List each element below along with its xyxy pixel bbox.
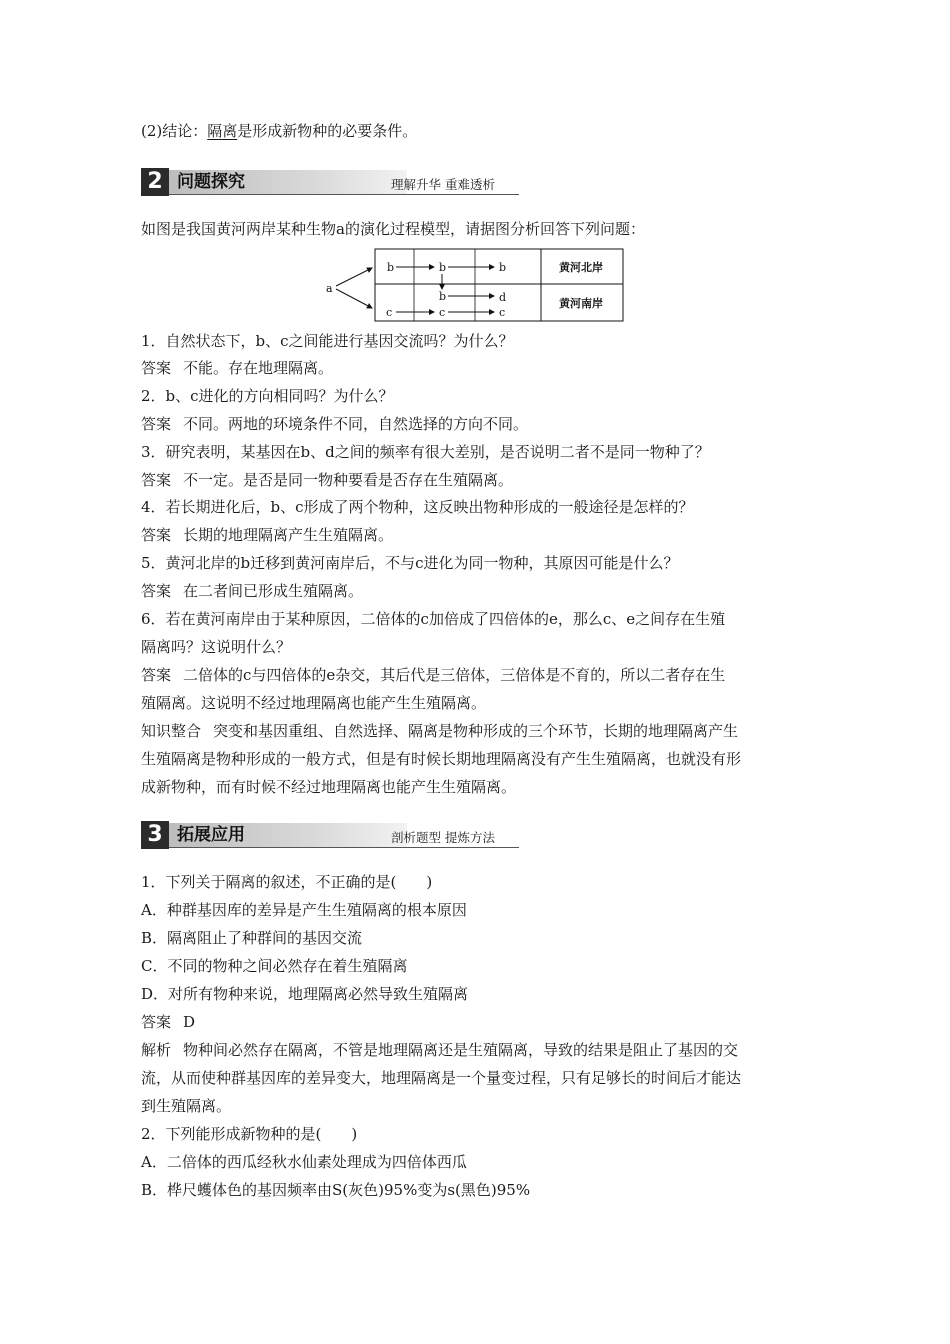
- evolution-model-svg: [322, 246, 628, 324]
- answer-label: 答案: [141, 582, 172, 600]
- north-bank-label: 黄河北岸: [559, 261, 603, 274]
- answer-text: 不同。两地的环境条件不同，自然选择的方向不同。: [183, 415, 529, 433]
- north-node-2: b: [439, 261, 447, 274]
- question-4: 4．若长期进化后，b、c形成了两个物种，这反映出物种形成的一般途径是怎样的？: [141, 498, 694, 516]
- summary-line-1: [141, 721, 738, 741]
- section-rule: [169, 194, 519, 195]
- south-bank-label: 黄河南岸: [559, 297, 603, 310]
- branch-arrow-south: [336, 289, 372, 308]
- analysis-label: 解析: [141, 1041, 172, 1059]
- conclusion-underlined-term: 隔离: [207, 122, 238, 140]
- answer-6-line-1: [141, 665, 725, 685]
- exercise-1-option-b: B．隔离阻止了种群间的基因交流: [141, 929, 363, 947]
- answer-5: [141, 581, 363, 601]
- exercise-1-question: 1．下列关于隔离的叙述，不正确的是( ): [141, 873, 433, 891]
- conclusion-line: [141, 121, 417, 141]
- exercise-2-option-a: A．二倍体的西瓜经秋水仙素处理成为四倍体西瓜: [141, 1153, 467, 1171]
- answer-label: 答案: [141, 359, 172, 377]
- section-number-badge: 2: [141, 168, 169, 196]
- answer-2: [141, 414, 528, 434]
- evolution-model-diagram: [322, 246, 628, 324]
- south-lower-node-2: c: [439, 306, 446, 319]
- answer-label: 答案: [141, 415, 172, 433]
- exercise-1-analysis-line-1: [141, 1040, 738, 1060]
- section-rule: [169, 847, 519, 848]
- question-2: 2．b、c进化的方向相同吗？为什么？: [141, 387, 394, 405]
- question-3: 3．研究表明，某基因在b、d之间的频率有很大差别，是否说明二者不是同一物种了？: [141, 443, 710, 461]
- answer-3: [141, 470, 513, 490]
- summary-label: 知识整合: [141, 722, 202, 740]
- answer-text: 在二者间已形成生殖隔离。: [183, 582, 364, 600]
- north-node-1: b: [387, 261, 395, 274]
- section-title: 拓展应用: [177, 825, 245, 845]
- section-number-badge: 3: [141, 821, 169, 849]
- answer-text: 二倍体的c与四倍体的e杂交，其后代是三倍体，三倍体是不育的，所以二者存在生: [183, 666, 726, 684]
- south-upper-node-d: d: [499, 291, 507, 304]
- exercise-1-option-d: D．对所有物种来说，地理隔离必然导致生殖隔离: [141, 985, 469, 1003]
- section-subtitle: 理解升华 重难透析: [391, 177, 495, 192]
- answer-text: D: [183, 1013, 196, 1031]
- answer-label: 答案: [141, 471, 172, 489]
- answer-4: [141, 525, 393, 545]
- exercise-1-analysis-line-2: 流，从而使种群基因库的差异变大，地理隔离是一个量变过程，只有足够长的时间后才能达: [141, 1069, 742, 1087]
- question-6-line-1: 6．若在黄河南岸由于某种原因，二倍体的c加倍成了四倍体的e，那么c、e之间存在生殖: [141, 610, 726, 628]
- question-6-line-2: 隔离吗？这说明什么？: [141, 638, 292, 656]
- exercise-1-option-a: A．种群基因库的差异是产生生殖隔离的根本原因: [141, 901, 467, 919]
- answer-1: [141, 358, 333, 378]
- answer-label: 答案: [141, 1013, 172, 1031]
- origin-label-a: a: [326, 282, 333, 295]
- intro-text: 如图是我国黄河两岸某种生物a的演化过程模型，请据图分析回答下列问题：: [141, 220, 645, 238]
- summary-text: 突变和基因重组、自然选择、隔离是物种形成的三个环节，长期的地理隔离产生: [213, 722, 739, 740]
- analysis-text: 物种间必然存在隔离，不管是地理隔离还是生殖隔离，导致的结果是阻止了基因的交: [183, 1041, 739, 1059]
- branch-arrow-north: [336, 268, 372, 286]
- north-node-3: b: [499, 261, 507, 274]
- question-1: 1．自然状态下，b、c之间能进行基因交流吗？为什么？: [141, 332, 514, 350]
- section-header-3: [141, 821, 519, 849]
- exercise-2-question: 2．下列能形成新物种的是( ): [141, 1125, 358, 1143]
- answer-6-line-2: 殖隔离。这说明不经过地理隔离也能产生生殖隔离。: [141, 694, 487, 712]
- answer-text: 不一定。是否是同一物种要看是否存在生殖隔离。: [183, 471, 514, 489]
- south-upper-node-b: b: [439, 290, 447, 303]
- answer-label: 答案: [141, 666, 172, 684]
- answer-text: 不能。存在地理隔离。: [183, 359, 334, 377]
- exercise-1-answer: [141, 1012, 195, 1032]
- section-header-2: [141, 168, 519, 196]
- conclusion-prefix: (2)结论：: [141, 122, 208, 140]
- south-lower-node-1: c: [386, 306, 393, 319]
- section-title: 问题探究: [177, 172, 245, 192]
- conclusion-suffix: 是形成新物种的必要条件。: [237, 122, 418, 140]
- section-subtitle: 剖析题型 提炼方法: [391, 830, 495, 845]
- summary-line-2: 生殖隔离是物种形成的一般方式，但是有时候长期地理隔离没有产生生殖隔离，也就没有形: [141, 750, 742, 768]
- question-5: 5．黄河北岸的b迁移到黄河南岸后，不与c进化为同一物种，其原因可能是什么？: [141, 554, 679, 572]
- summary-line-3: 成新物种，而有时候不经过地理隔离也能产生生殖隔离。: [141, 778, 517, 796]
- answer-label: 答案: [141, 526, 172, 544]
- south-lower-node-3: c: [499, 306, 506, 319]
- exercise-1-option-c: C．不同的物种之间必然存在着生殖隔离: [141, 957, 408, 975]
- answer-text: 长期的地理隔离产生生殖隔离。: [183, 526, 394, 544]
- exercise-2-option-b: B．桦尺蠖体色的基因频率由S(灰色)95%变为s(黑色)95%: [141, 1181, 531, 1199]
- exercise-1-analysis-line-3: 到生殖隔离。: [141, 1097, 232, 1115]
